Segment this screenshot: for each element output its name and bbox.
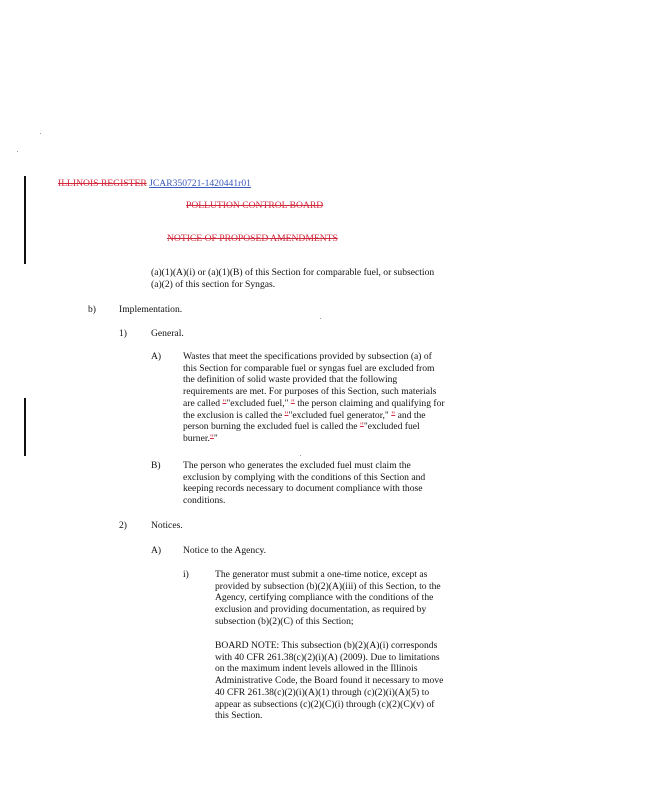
text-line bbox=[183, 398, 445, 410]
text-line: Administrative Code, the Board found it necessary to move bbox=[215, 675, 444, 687]
subsection-b2A-marker: A) bbox=[151, 545, 162, 556]
subsection-b2Ai-paragraph bbox=[215, 569, 441, 628]
text-line: Wastes that meet the specifications provided by subsection (a) of bbox=[183, 351, 432, 362]
subsection-b1A-paragraph bbox=[183, 351, 445, 445]
text-line: (a)(1)(A)(i) or (a)(1)(B) of this Section for comparable fuel, or subsection bbox=[151, 267, 435, 278]
deleted-quote: " bbox=[209, 432, 214, 444]
subsection-b-title: Implementation. bbox=[119, 304, 183, 315]
text-run: person burning the excluded fuel is called the bbox=[183, 421, 360, 433]
subsection-b1-marker: 1) bbox=[119, 328, 127, 339]
change-bar-body bbox=[24, 398, 26, 456]
text-line: requirements are met. For purposes of this Section, such materials bbox=[183, 386, 437, 398]
text-run: "excluded fuel bbox=[363, 421, 420, 433]
text-line: conditions. bbox=[183, 495, 226, 507]
deleted-quote: " bbox=[222, 397, 227, 409]
text-run: burner. bbox=[183, 432, 210, 444]
text-line: exclusion by complying with the conditions of this Section and bbox=[183, 471, 426, 483]
subsection-b2-title: Notices. bbox=[151, 520, 183, 531]
subsection-b2Ai-marker: i) bbox=[183, 569, 189, 580]
register-header bbox=[58, 178, 251, 190]
change-bar-header bbox=[24, 176, 26, 264]
scan-speck bbox=[17, 151, 18, 152]
text-line: provided by subsection (b)(2)(A)(iii) of this Section, to the bbox=[215, 580, 441, 592]
text-line: the definition of solid waste provided that the following bbox=[183, 374, 398, 386]
text-line: on the maximum indent levels allowed in the Illinois bbox=[215, 663, 418, 675]
text-line: BOARD NOTE: This subsection (b)(2)(A)(i) corresponds bbox=[215, 640, 438, 651]
text-line: this Section for comparable fuel or syngas fuel are excluded from bbox=[183, 362, 435, 374]
subsection-b-marker: b) bbox=[88, 304, 96, 315]
deleted-quote: " bbox=[290, 397, 295, 409]
text-line: subsection (b)(2)(C) of this Section; bbox=[215, 615, 354, 627]
text-run: are called bbox=[183, 397, 223, 409]
scan-speck bbox=[320, 318, 321, 319]
text-run: " bbox=[213, 432, 218, 444]
text-line: The person who generates the excluded fuel must claim the bbox=[183, 460, 411, 471]
text-line bbox=[183, 433, 445, 445]
text-line: Agency, certifying compliance with the conditions of the bbox=[215, 592, 434, 604]
subsection-b1A-marker: A) bbox=[151, 351, 162, 362]
text-run: the exclusion is called the bbox=[183, 409, 285, 421]
continuation-paragraph bbox=[151, 267, 434, 290]
subsection-b2A-title: Notice to the Agency. bbox=[183, 545, 267, 556]
text-line: this Section. bbox=[215, 710, 263, 722]
text-line: exclusion and providing documentation, as required by bbox=[215, 604, 427, 616]
text-line: appear as subsections (c)(2)(C)(i) through (c)(2)(C)(v) of bbox=[215, 698, 435, 710]
text-line: 40 CFR 261.38(c)(2)(i)(A)(1) through (c)(2)(i)(A)(5) to bbox=[215, 686, 430, 698]
register-code: JCAR350721-1420441r01 bbox=[149, 178, 251, 189]
text-run: the person claiming and qualifying for bbox=[294, 397, 445, 409]
scan-speck bbox=[300, 455, 301, 456]
text-line: The generator must submit a one-time notice, except as bbox=[215, 569, 428, 580]
subsection-b1-title: General. bbox=[151, 328, 184, 339]
text-line: (a)(2) of this section for Syngas. bbox=[151, 278, 276, 290]
text-line bbox=[183, 410, 445, 422]
text-line: with 40 CFR 261.38(c)(2)(i)(A) (2009). Due to limitations bbox=[215, 651, 440, 663]
deleted-quote: " bbox=[391, 409, 396, 421]
board-title: POLLUTION CONTROL BOARD bbox=[186, 200, 324, 211]
text-line bbox=[183, 421, 445, 433]
subsection-b1B-marker: B) bbox=[151, 460, 161, 471]
register-label-deleted: ILLINOIS REGISTER bbox=[58, 178, 147, 189]
text-run: "excluded fuel," bbox=[226, 397, 291, 409]
subsection-b2-marker: 2) bbox=[119, 520, 127, 531]
deleted-quote: " bbox=[359, 421, 364, 433]
deleted-quote: " bbox=[284, 409, 289, 421]
scan-speck bbox=[40, 133, 41, 134]
board-note bbox=[215, 640, 443, 722]
text-run: "excluded fuel generator," bbox=[288, 409, 392, 421]
text-run: and the bbox=[395, 409, 426, 421]
subsection-b1B-paragraph bbox=[183, 460, 425, 507]
notice-title: NOTICE OF PROPOSED AMENDMENTS bbox=[167, 233, 338, 244]
text-line: keeping records necessary to document compliance with those bbox=[183, 483, 423, 495]
